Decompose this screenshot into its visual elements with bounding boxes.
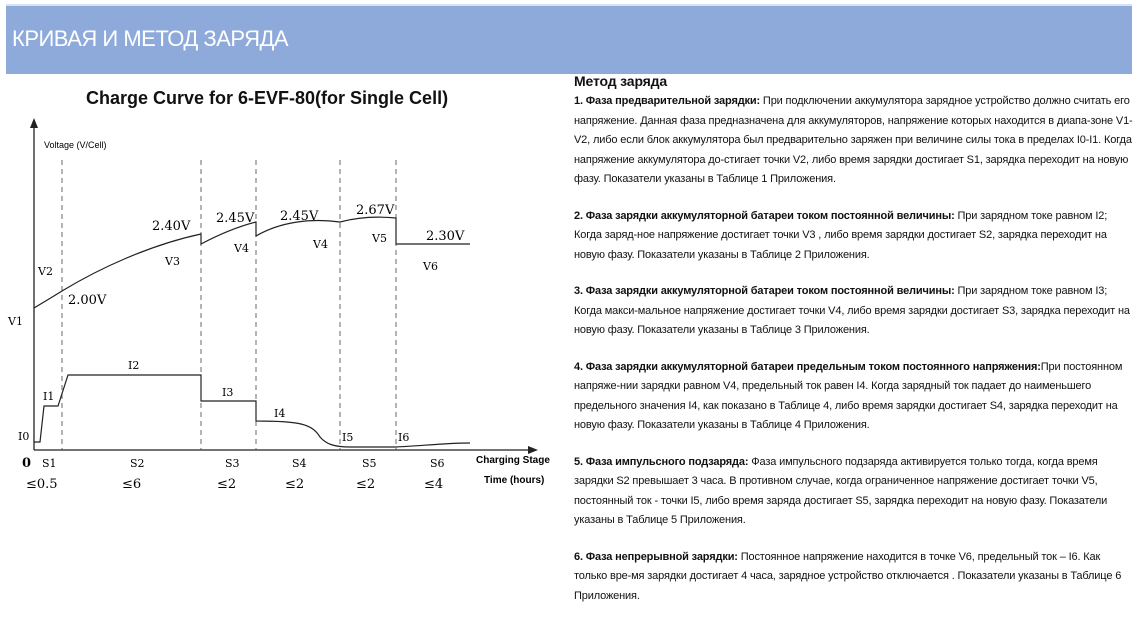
stage-label-s3: S3 (225, 457, 240, 470)
phase-5 (574, 453, 1136, 531)
phase-6 (574, 548, 1136, 607)
current-label-i5: I5 (342, 431, 354, 444)
phase-3-text: При зарядном токе равном I3; Когда макси-мальное напряжение достигает точки V4, либо время зарядки достигает S3, зарядка переходит на новую фазу. Показатели указаны в Таблице 3 Приложения. (574, 285, 1130, 336)
phase-1-text: При подключении аккумулятора зарядное устройство должно считать его напряжение. Данная фаза предназначена для аккумуляторов, напряжение которых находится в диапа-зоне V1-V2, либо если блок аккумулятора был предварительно заряжен при величине силы тока в пределах I0-I1. Когда напряжение аккумулятора до-стигает точки V2, либо время зарядки достигает S1, зарядка переходит на новую фазу. Показатели указаны в Таблице 1 Приложения. (574, 95, 1133, 185)
voltage-point-v4a: V4 (234, 242, 249, 255)
stage-time-s2: ≤6 (122, 477, 142, 492)
voltage-point-v6: V6 (423, 260, 438, 273)
voltage-value-4: 2.45V (280, 209, 319, 224)
stage-time-s6: ≤4 (424, 477, 444, 492)
phase-6-title: 6. Фаза непрерывной зарядки: (574, 550, 738, 563)
voltage-value-2: 2.40V (152, 219, 191, 234)
voltage-point-v5: V5 (372, 232, 387, 245)
y-axis-arrow (30, 118, 38, 128)
phase-5-text: Фаза импульсного подзаряда активируется только тогда, когда время зарядки S2 превышает 3 часа. В противном случае, когда ограниченное напряжение достигает точки V5, постоянный ток - точки I5, либо время заряда достигает S5, зарядка переходит на новую фазу. Показатели указаны в Таблице 5 Приложения. (574, 455, 1108, 526)
current-label-i4: I4 (274, 407, 286, 420)
phase-1-title: 1. Фаза предварительной зарядки: (574, 95, 761, 107)
y-axis-label: Voltage (V/Cell) (44, 140, 107, 150)
origin-label: 0 (22, 456, 32, 471)
stage-label-s5: S5 (362, 457, 377, 470)
stage-label-s6: S6 (430, 457, 445, 470)
charge-curve-chart (0, 110, 560, 500)
stage-label-s2: S2 (130, 457, 145, 470)
phase-5-title: 5. Фаза импульсного подзаряда: (574, 455, 749, 468)
voltage-value-3: 2.45V (216, 211, 255, 226)
phase-3 (574, 282, 1136, 341)
voltage-point-v1: V1 (8, 315, 23, 328)
x-axis-arrow (528, 446, 538, 454)
page-title: КРИВАЯ И МЕТОД ЗАРЯДА (12, 26, 289, 51)
phase-2 (574, 207, 1136, 266)
phase-4-title: 4. Фаза зарядки аккумуляторной батареи предельным током постоянного напряжения: (574, 360, 1041, 373)
voltage-value-5: 2.67V (356, 203, 395, 218)
stage-time-s5: ≤2 (356, 477, 376, 492)
current-label-i1: I1 (43, 390, 55, 403)
time-label: Time (hours) (484, 475, 545, 486)
phase-3-title: 3. Фаза зарядки аккумуляторной батареи током постоянной величины: (574, 285, 955, 297)
stage-time-s4: ≤2 (285, 477, 305, 492)
current-label-i2: I2 (128, 359, 140, 372)
voltage-point-v4b: V4 (313, 238, 328, 251)
voltage-point-v3: V3 (165, 255, 180, 268)
phase-2-text: При зарядном токе равном I2; Когда заряд-ное напряжение достигает точки V3 , либо время зарядки достигает S2, зарядка переходит на новую фазу. Показатели указаны в Таблице 2 Приложения. (574, 209, 1108, 261)
current-label-i6: I6 (398, 431, 410, 444)
chart-title: Charge Curve for 6-EVF-80(for Single Cell) (86, 88, 449, 108)
x-axis-label: Charging Stage (476, 455, 550, 466)
phase-1 (574, 92, 1136, 190)
phase-4 (574, 358, 1136, 436)
stage-time-s1: ≤0.5 (26, 477, 58, 492)
stage-dividers (62, 160, 396, 450)
voltage-point-v2: V2 (38, 265, 53, 278)
phase-6-text: Постоянное напряжение находится в точке V6, предельный ток – I6. Как только вре-мя зарядки достигает 4 часа, зарядное устройство отключается . Показатели указаны в Таблице 6 Приложения. (574, 550, 1122, 602)
stage-time-s3: ≤2 (217, 477, 237, 492)
stage-label-s1: S1 (42, 457, 57, 470)
voltage-value-1: 2.00V (68, 293, 107, 308)
current-label-i3: I3 (222, 386, 234, 399)
charge-method-section (574, 70, 1136, 623)
stage-label-s4: S4 (292, 457, 307, 470)
voltage-value-6: 2.30V (426, 229, 465, 244)
header-banner (6, 4, 1132, 74)
phase-2-title: 2. Фаза зарядки аккумуляторной батареи током постоянной величины: (574, 209, 955, 222)
current-label-i0: I0 (18, 430, 30, 443)
method-title: Метод заряда (574, 73, 668, 89)
phase-4-text: При постоянном напряже-нии зарядки равном V4, предельный ток равен I4. Когда зарядный ток падает до наименьшего предельного значения I4, как показано в Таблице 4, либо время зарядки достигает S4, зарядка переходит на новую фазу. Показатели указаны в Таблице 4 Приложения. (574, 360, 1123, 431)
